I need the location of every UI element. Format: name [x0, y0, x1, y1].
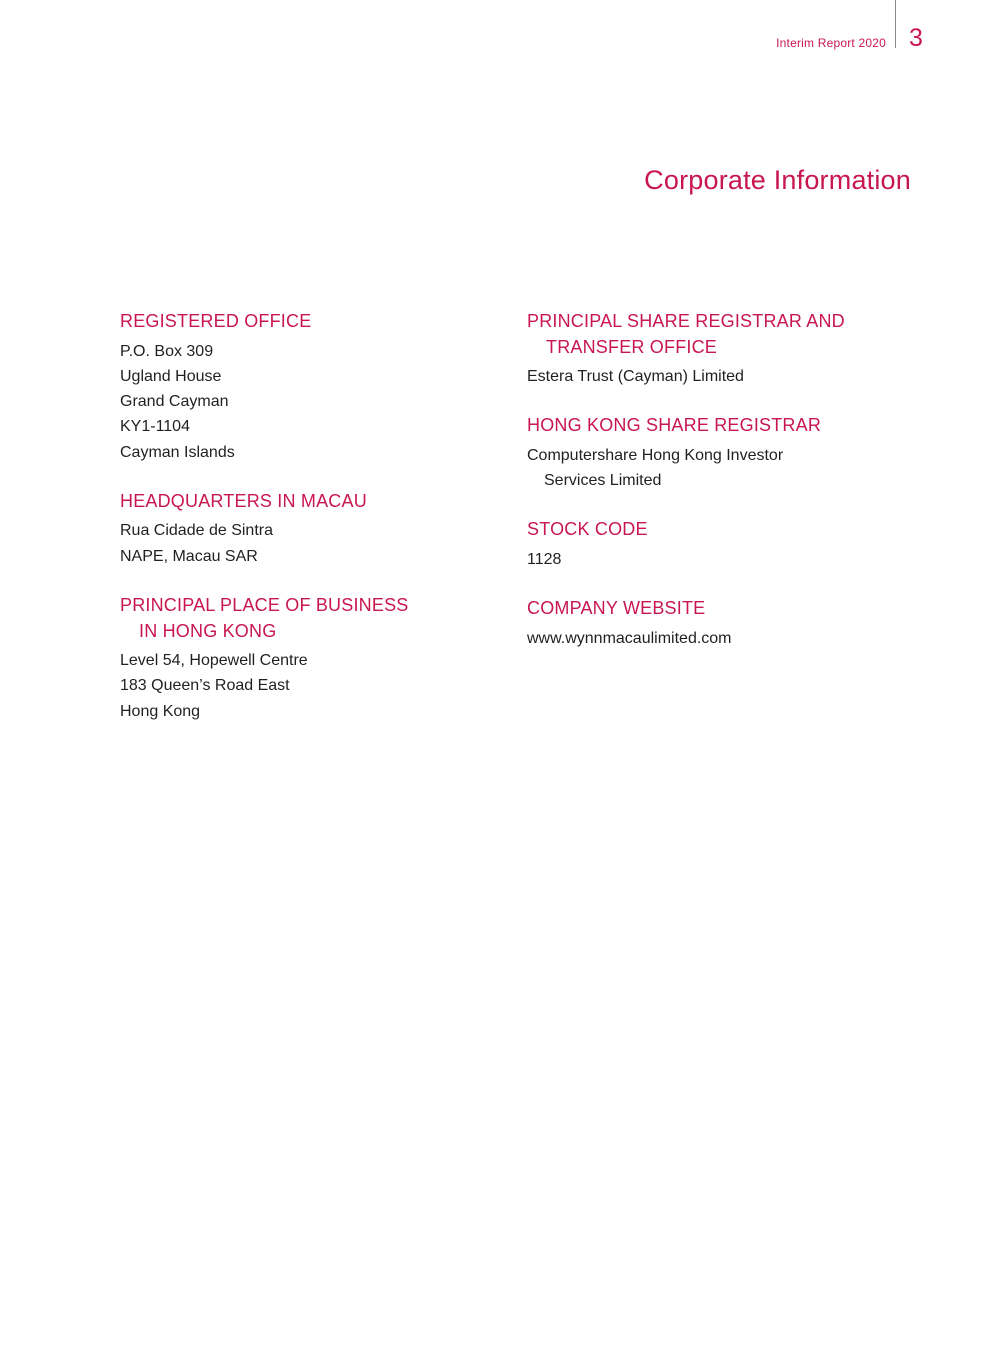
company-website-heading: COMPANY WEBSITE — [527, 598, 706, 619]
principal-registrar-heading-line1: PRINCIPAL SHARE REGISTRAR AND — [527, 311, 845, 331]
principal-registrar-section — [527, 309, 897, 389]
stock-code-section — [527, 517, 897, 572]
principal-registrar-heading — [527, 309, 897, 360]
registered-office-heading: REGISTERED OFFICE — [120, 311, 312, 331]
hk-registrar-section — [527, 413, 897, 493]
principal-place-line: 183 Queen’s Road East — [120, 677, 290, 695]
principal-place-heading — [120, 593, 490, 644]
header-divider — [895, 0, 896, 48]
right-column — [527, 309, 897, 675]
company-website-section — [527, 596, 897, 651]
page-title: Corporate Information — [644, 165, 911, 195]
headquarters-line: Rua Cidade de Sintra — [120, 522, 273, 540]
page-number: 3 — [909, 24, 923, 52]
registered-office-line: KY1-1104 — [120, 418, 190, 436]
hk-registrar-heading: HONG KONG SHARE REGISTRAR — [527, 415, 822, 436]
registered-office-line: P.O. Box 309 — [120, 342, 214, 360]
registered-office-line: Ugland House — [120, 367, 222, 385]
hk-registrar-line2: Services Limited — [544, 472, 662, 490]
stock-code-heading: STOCK CODE — [527, 519, 648, 540]
stock-code-value: 1128 — [527, 550, 562, 568]
registered-office-section — [120, 309, 490, 465]
hk-registrar-line1: Computershare Hong Kong Investor — [527, 446, 784, 464]
principal-place-section — [120, 593, 490, 724]
company-website-link[interactable]: www.wynnmacaulimited.com — [527, 629, 732, 647]
headquarters-section — [120, 489, 490, 569]
registered-office-line: Grand Cayman — [120, 393, 229, 411]
principal-place-heading-line1: PRINCIPAL PLACE OF BUSINESS — [120, 595, 409, 616]
principal-registrar-heading-line2: TRANSFER OFFICE — [546, 336, 718, 357]
principal-place-line: Level 54, Hopewell Centre — [120, 652, 308, 670]
principal-registrar-line: Estera Trust (Cayman) Limited — [527, 368, 744, 385]
registered-office-line: Cayman Islands — [120, 443, 235, 461]
headquarters-heading: HEADQUARTERS IN MACAU — [120, 490, 367, 511]
headquarters-line: NAPE, Macau SAR — [120, 547, 258, 565]
report-label: Interim Report 2020 — [776, 36, 886, 50]
principal-place-line: Hong Kong — [120, 702, 201, 720]
left-column — [120, 309, 490, 748]
principal-place-heading-line2: IN HONG KONG — [139, 620, 277, 641]
